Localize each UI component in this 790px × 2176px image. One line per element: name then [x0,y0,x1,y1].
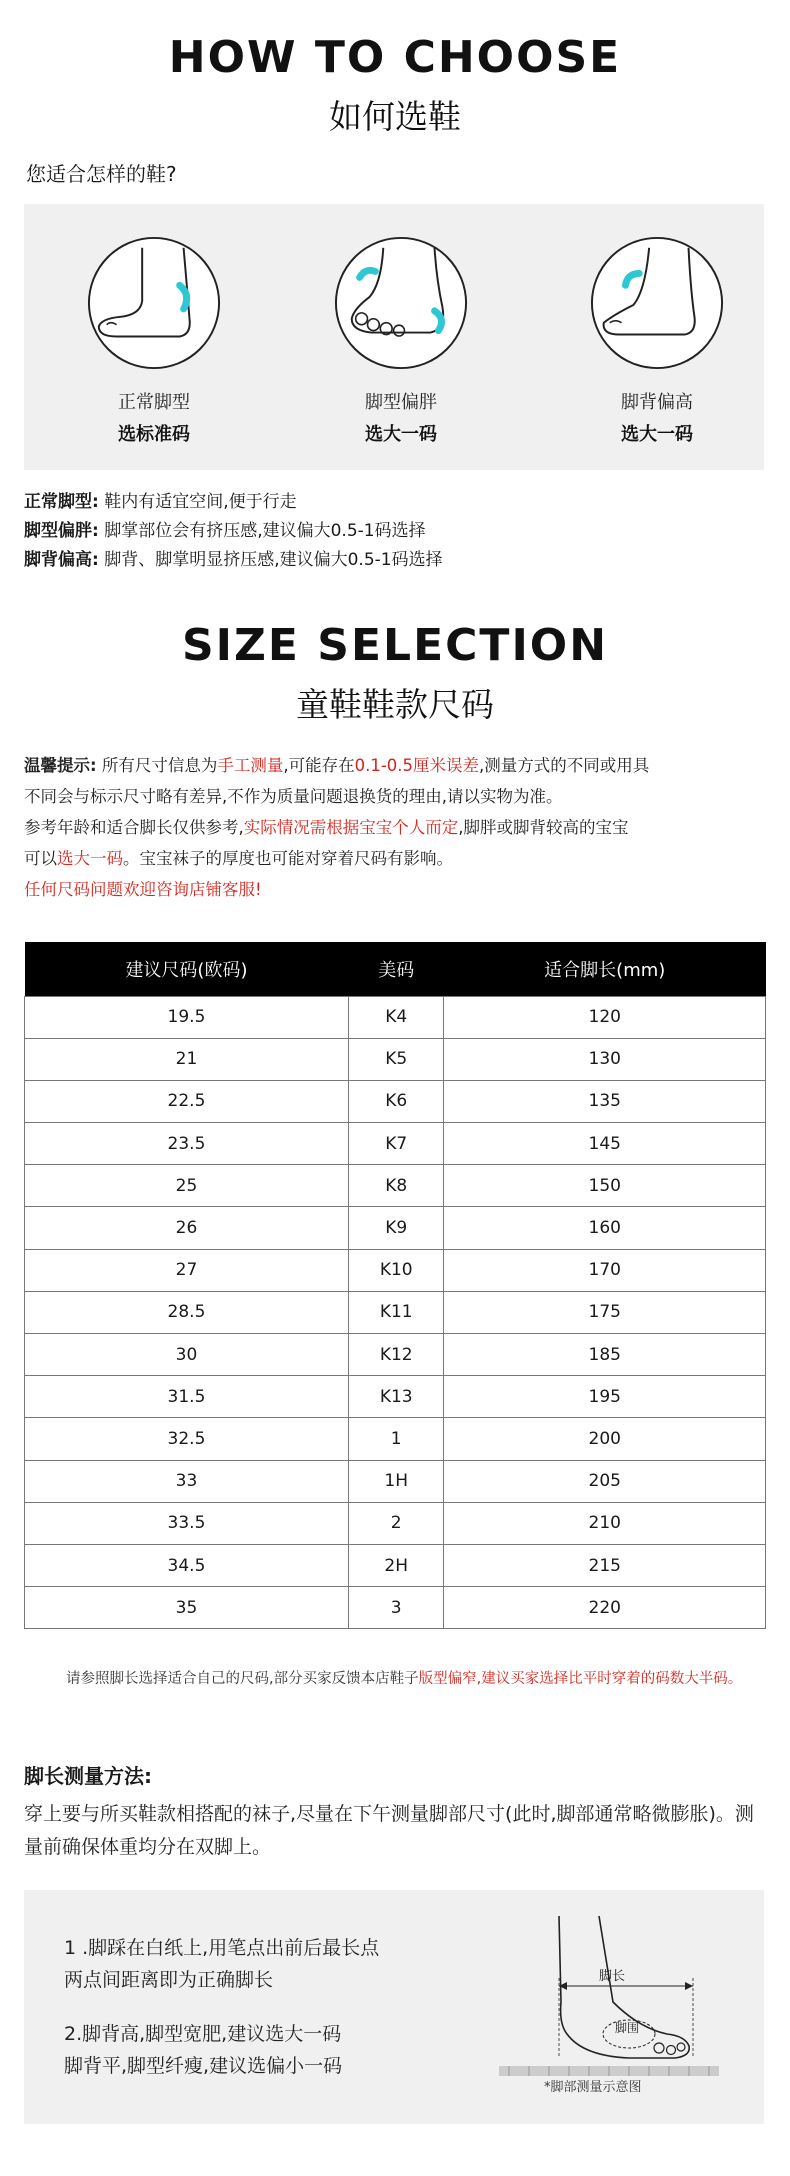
tip-highlight: 0.1-0.5厘米误差 [354,756,480,775]
diagram-caption: *脚部测量示意图 [544,2080,642,2095]
table-row [25,996,766,1038]
cell-foot-length: 130 [444,1038,766,1080]
cell-foot-length: 205 [444,1460,766,1502]
cell-foot-length: 210 [444,1502,766,1544]
table-row [25,1502,766,1544]
tip-line [24,812,769,843]
table-row [25,1038,766,1080]
cell-us-size: 1H [348,1460,444,1502]
table-row [25,1587,766,1629]
measure-step-1 [64,1932,379,1996]
tip-text: 。宝宝袜子的厚度也可能对穿着尺码有影响。 [123,849,453,868]
cell-eu-size: 32.5 [25,1418,349,1460]
foot-card-wide [321,234,481,446]
cell-foot-length: 120 [444,996,766,1038]
cell-eu-size: 19.5 [25,996,349,1038]
cell-us-size: K12 [348,1334,444,1376]
cell-us-size: K7 [348,1123,444,1165]
section-title-cn: 如何选鞋 [329,97,461,136]
foot-type-notes [24,488,443,575]
measure-panel [24,1890,764,2124]
table-note-highlight: 版型偏窄,建议买家选择比平时穿着的码数大半码。 [418,1671,743,1687]
cell-eu-size: 27 [25,1249,349,1291]
cell-us-size: K4 [348,996,444,1038]
cell-eu-size: 30 [25,1334,349,1376]
normal-foot-icon [85,234,223,372]
cell-us-size: K8 [348,1165,444,1207]
cell-us-size: K9 [348,1207,444,1249]
cell-eu-size: 33 [25,1460,349,1502]
cell-foot-length: 215 [444,1544,766,1586]
tip-label: 温馨提示: [24,756,97,775]
table-row [25,1165,766,1207]
measure-step-2 [64,2018,342,2082]
cell-foot-length: 160 [444,1207,766,1249]
cell-eu-size: 35 [25,1587,349,1629]
measure-method-desc: 穿上要与所买鞋款相搭配的袜子,尽量在下午测量脚部尺寸(此时,脚部通常略微膨胀)。测量前确保体重均分在双脚上。 [24,1803,754,1858]
header-foot-length: 适合脚长(mm) [444,942,766,996]
foot-type-advice: 选大一码 [621,424,693,445]
tip-text: ,可能存在 [283,756,355,775]
table-row [25,1334,766,1376]
note-label: 脚背偏高: [24,550,99,570]
table-row [25,1460,766,1502]
cell-foot-length: 200 [444,1418,766,1460]
foot-type-name: 脚型偏胖 [365,392,437,413]
how-to-choose-header [0,32,790,138]
cell-eu-size: 34.5 [25,1544,349,1586]
tip-highlight: 实际情况需根据宝宝个人而定 [243,818,459,837]
cell-us-size: K6 [348,1080,444,1122]
note-line [24,517,443,546]
cell-eu-size: 22.5 [25,1080,349,1122]
foot-type-panel [24,204,764,470]
section-title-en: HOW TO CHOOSE [168,32,622,83]
table-note [66,1668,746,1690]
table-row [25,1080,766,1122]
step-line: 两点间距离即为正确脚长 [64,1969,274,1991]
diagram-label-length: 脚长 [599,1969,626,1984]
tip-line [24,843,769,874]
wide-foot-icon [332,234,470,372]
note-label: 正常脚型: [24,492,99,512]
measure-method-title: 脚长测量方法: [24,1764,152,1788]
cell-foot-length: 170 [444,1249,766,1291]
cell-us-size: K13 [348,1376,444,1418]
section-title-cn: 童鞋鞋款尺码 [296,685,494,724]
foot-card-normal [74,234,234,446]
tip-text: 所有尺寸信息为 [96,756,218,775]
cell-foot-length: 220 [444,1587,766,1629]
tip-highlight: 手工测量 [217,756,284,775]
cell-us-size: 2 [348,1502,444,1544]
foot-type-name: 正常脚型 [118,392,190,413]
step-line: 脚背平,脚型纤瘦,建议选偏小一码 [64,2055,343,2077]
table-row [25,1418,766,1460]
cell-us-size: 3 [348,1587,444,1629]
tip-highlight: 选大一码 [57,849,123,868]
foot-type-name: 脚背偏高 [621,392,693,413]
table-row [25,1376,766,1418]
cell-us-size: 2H [348,1544,444,1586]
cell-foot-length: 185 [444,1334,766,1376]
step-line: 1 .脚踩在白纸上,用笔点出前后最长点 [64,1937,380,1959]
cell-us-size: K5 [348,1038,444,1080]
foot-type-advice: 选大一码 [365,424,437,445]
table-row [25,1123,766,1165]
cell-us-size: K10 [348,1249,444,1291]
cell-eu-size: 25 [25,1165,349,1207]
diagram-label-girth: 脚围 [615,2021,640,2035]
cell-eu-size: 28.5 [25,1291,349,1333]
note-text: 脚背、脚掌明显挤压感,建议偏大0.5-1码选择 [98,550,443,570]
cell-foot-length: 145 [444,1123,766,1165]
cell-foot-length: 135 [444,1080,766,1122]
size-table [24,942,766,1629]
tip-text: ,测量方式的不同或用具 [479,756,650,775]
cell-foot-length: 175 [444,1291,766,1333]
cell-eu-size: 31.5 [25,1376,349,1418]
foot-type-advice: 选标准码 [118,424,190,445]
step-line: 2.脚背高,脚型宽肥,建议选大一码 [64,2023,342,2045]
table-row [25,1291,766,1333]
cell-foot-length: 150 [444,1165,766,1207]
cell-eu-size: 21 [25,1038,349,1080]
table-note-text: 请参照脚长选择适合自己的尺码,部分买家反馈本店鞋子 [66,1671,419,1687]
cell-us-size: K11 [348,1291,444,1333]
cell-eu-size: 26 [25,1207,349,1249]
tip-text: ,脚胖或脚背较高的宝宝 [458,818,629,837]
cell-eu-size: 23.5 [25,1123,349,1165]
warm-tips [24,750,769,905]
note-text: 脚掌部位会有挤压感,建议偏大0.5-1码选择 [98,521,426,541]
table-header-row [25,942,766,996]
cell-foot-length: 195 [444,1376,766,1418]
table-row [25,1544,766,1586]
table-row [25,1207,766,1249]
header-eu-size: 建议尺码(欧码) [25,942,349,996]
size-selection-header [0,620,790,726]
high-instep-foot-icon [588,234,726,372]
note-text: 鞋内有适宜空间,便于行走 [98,492,297,512]
table-row [25,1249,766,1291]
tip-text: 参考年龄和适合脚长仅供参考, [24,818,244,837]
foot-card-high-instep [577,234,737,446]
note-label: 脚型偏胖: [24,521,99,541]
tip-line: 不同会与标示尺寸略有差异,不作为质量问题退换货的理由,请以实物为准。 [24,787,563,806]
section-title-en: SIZE SELECTION [181,620,609,671]
cell-us-size: 1 [348,1418,444,1460]
tip-text: 可以 [24,849,57,868]
note-line [24,488,443,517]
cell-eu-size: 33.5 [25,1502,349,1544]
header-us-size: 美码 [348,942,444,996]
note-line [24,546,443,575]
tip-line [24,750,769,781]
tip-line-service: 任何尺码问题欢迎咨询店铺客服! [24,880,262,899]
question-text: 您适合怎样的鞋? [26,162,177,186]
